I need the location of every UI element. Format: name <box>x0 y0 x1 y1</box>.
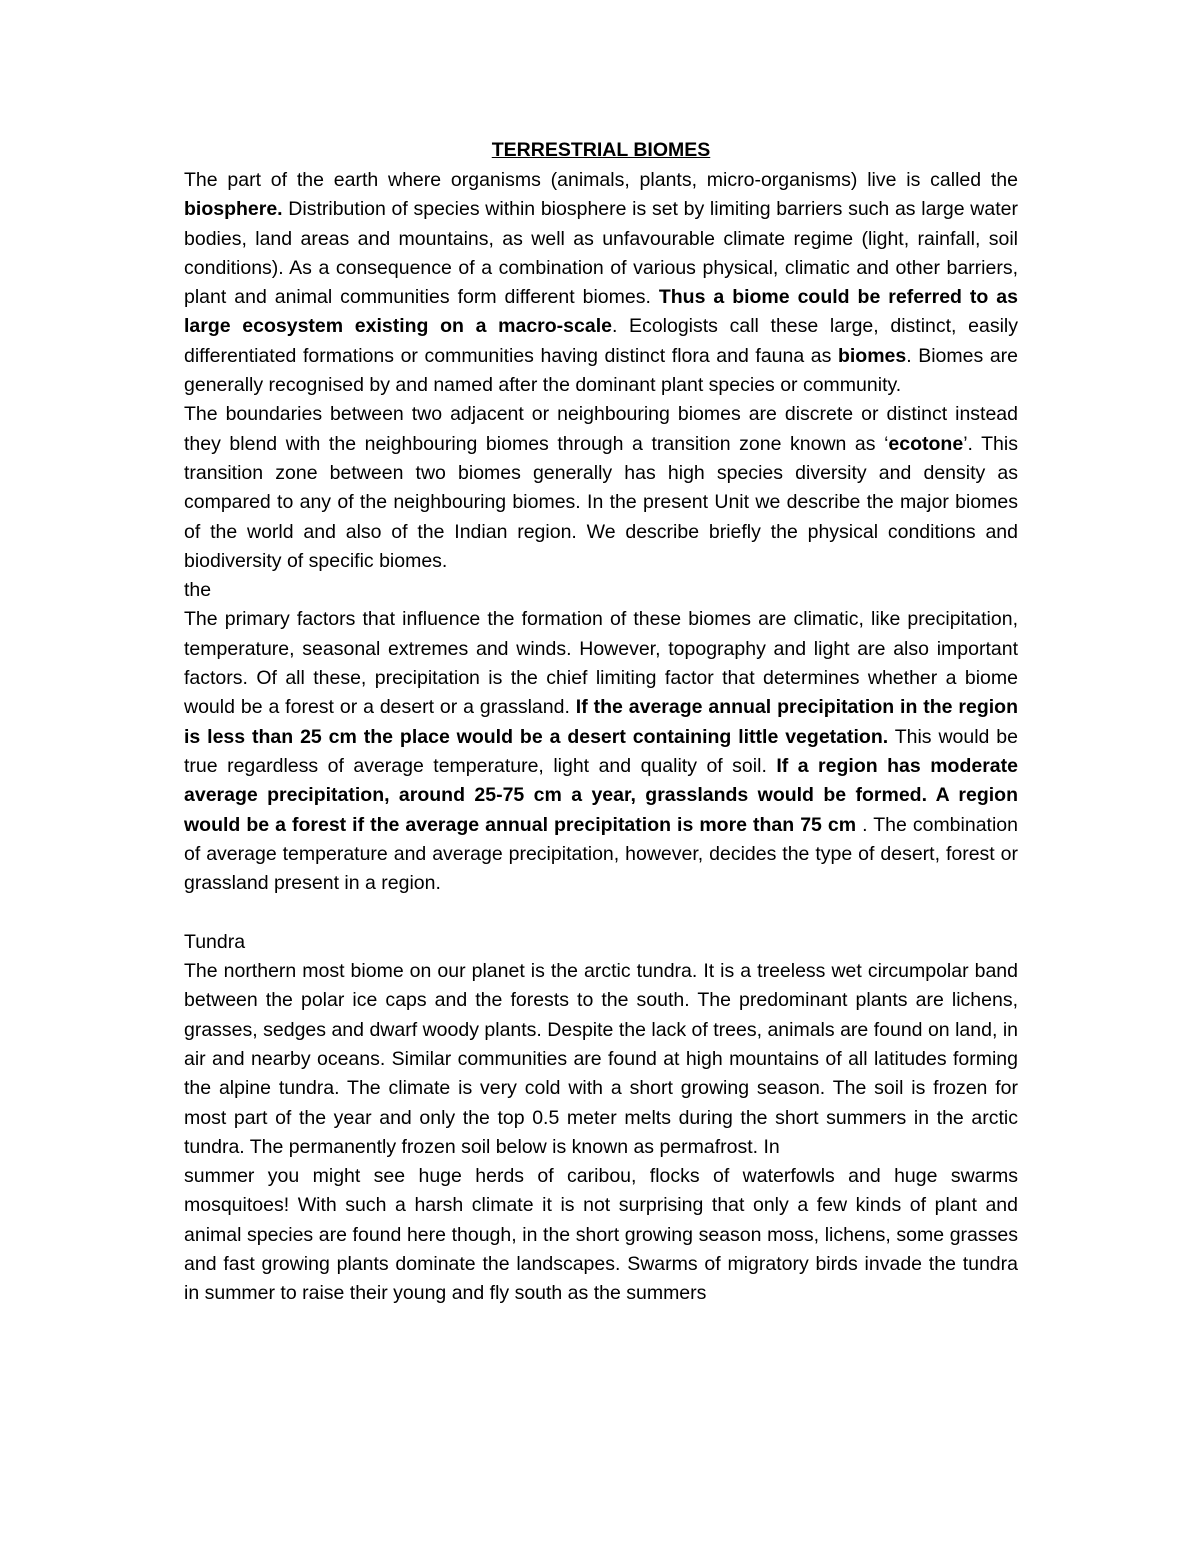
stray-word: the <box>184 579 212 602</box>
paragraph-ecotone <box>184 400 1018 576</box>
section-heading-tundra: Tundra <box>184 930 246 953</box>
text-run: The primary factors that influence the formation of these biomes are climatic, like precipitation, temperature, seasonal extremes and winds. However, topography and light are also important factors. Of all these, precipitation is the chief limiting factor that determines whether a biome would be a forest or a desert or a grassland. <box>184 608 1018 719</box>
bold-biome-definition: Thus a biome could be referred to as large ecosystem existing on a macro-scale <box>184 286 1018 338</box>
blank-line <box>184 898 1018 927</box>
text-run: . Ecologists call these large, distinct, easily differentiated formations or communities having distinct flora and fauna as <box>184 315 1018 367</box>
text-run: This would be true regardless of average temperature, light and quality of soil. <box>184 725 1018 777</box>
bold-term-biosphere: biosphere. <box>184 198 283 221</box>
text-run: Distribution of species within biosphere is set by limiting barriers such as large water bodies, land areas and mountains, as well as unfavourable climate regime (light, rainfall, soil conditions). As a consequence of a combination of various physical, climatic and other barriers, plant and animal communities form different biomes. <box>184 198 1018 309</box>
bold-term-ecotone: ecotone <box>888 432 964 455</box>
text-run: The boundaries between two adjacent or neighbouring biomes are discrete or distinct instead they blend with the neighbouring biomes through a transition zone known as ‘ <box>184 403 1018 455</box>
paragraph-tundra-summer: summer you might see huge herds of caribou, flocks of waterfowls and huge swarms mosquitoes! With such a harsh climate it is not surprising that only a few kinds of plant and animal species are found here though, in the short growing season moss, lichens, some grasses and fast growing plants dominate the landscapes. Swarms of migratory birds invade the tundra in summer to raise their young and fly south as the summers <box>184 1165 1018 1305</box>
text-run: . The combination of average temperature and average precipitation, however, decides the type of desert, forest or grassland present in a region. <box>184 813 1018 895</box>
document-title: TERRESTRIAL BIOMES <box>491 139 711 161</box>
paragraph-tundra: The northern most biome on our planet is the arctic tundra. It is a treeless wet circumpolar band between the polar ice caps and the forests to the south. The predominant plants are lichens, grasses, sedges and dwarf woody plants. Despite the lack of trees, animals are found on land, in air and nearby oceans. Similar communities are found at high mountains of all latitudes forming the alpine tundra. The climate is very cold with a short growing season. The soil is frozen for most part of the year and only the top 0.5 meter melts during the short summers in the arctic tundra. The permanently frozen soil below is known as permafrost. In <box>184 960 1018 1158</box>
text-run: ’. This transition zone between two biomes generally has high species diversity and density as compared to any of the neighbouring biomes. In the present Unit we describe the major biomes of the world and also of the Indian region. We describe briefly the physical conditions and biodiversity of specific biomes. <box>184 432 1018 572</box>
bold-grassland-forest-precipitation: If a region has moderate average precipitation, around 25-75 cm a year, grasslands would be formed. A region would be a forest if the average annual precipitation is more than 75 cm <box>184 754 1018 836</box>
bold-desert-precipitation: If the average annual precipitation in the region is less than 25 cm the place would be a desert containing little vegetation. <box>184 696 1019 748</box>
text-run: The part of the earth where organisms (animals, plants, micro-organisms) live is called the <box>184 169 1018 191</box>
bold-term-biomes: biomes <box>837 344 907 367</box>
paragraph-primary-factors <box>184 605 1018 898</box>
paragraph-biosphere <box>184 166 1018 400</box>
text-run: . Biomes are generally recognised by and named after the dominant plant species or community. <box>184 344 1019 397</box>
